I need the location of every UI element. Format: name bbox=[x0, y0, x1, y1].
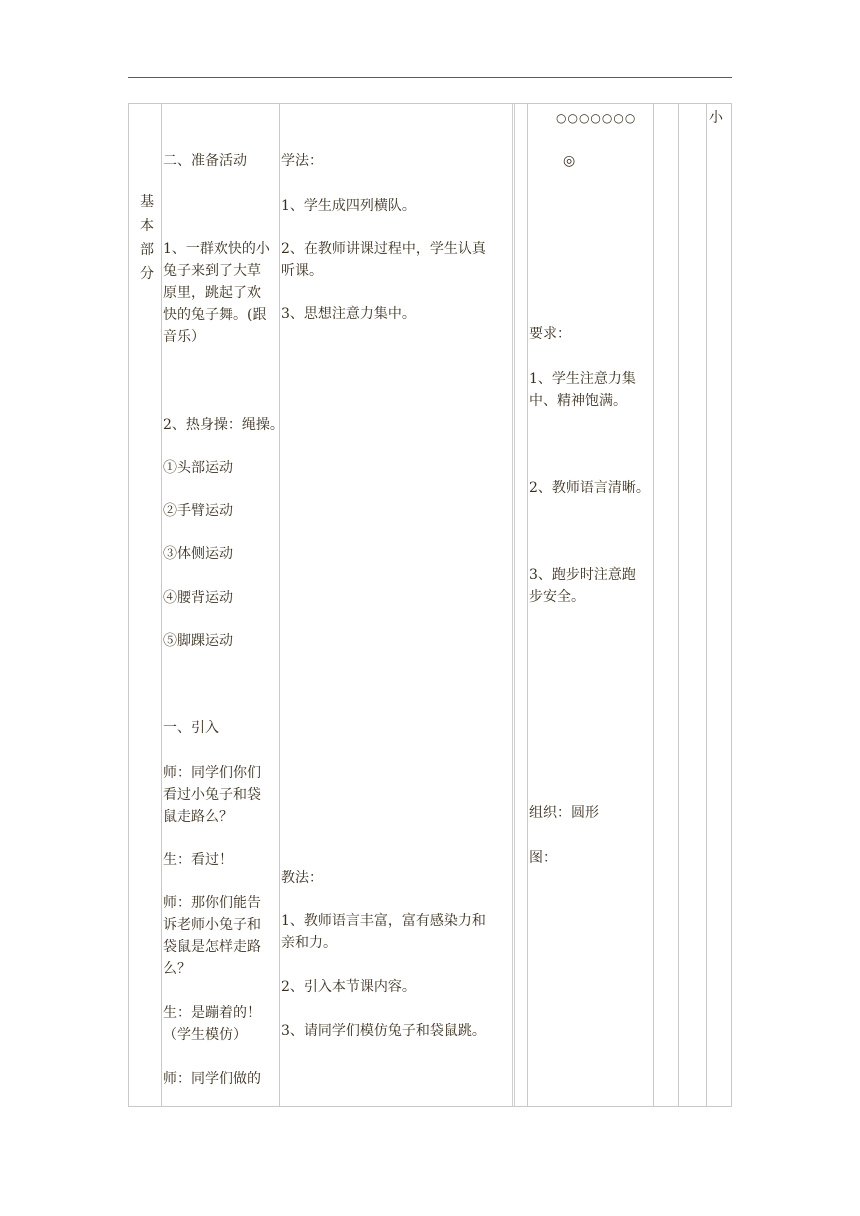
section-label bbox=[137, 190, 157, 286]
warmup-item: ③体侧运动 bbox=[163, 546, 233, 562]
formation-center-icon: ◎ bbox=[563, 153, 576, 169]
rabbit-activity: 1、一群欢快的小 兔子来到了大草 原里，跳起了欢 快的兔子舞。(跟 音乐） bbox=[163, 241, 270, 345]
section-label-char: 分 bbox=[140, 266, 154, 282]
lesson-plan-table bbox=[128, 103, 732, 1107]
col-divider-6 bbox=[678, 104, 679, 1106]
header-rule bbox=[128, 77, 732, 78]
requirement-item: 2、教师语言清晰。 bbox=[529, 480, 650, 496]
study-method-item: 2、在教师讲课过程中，学生认真 听课。 bbox=[281, 241, 486, 279]
dialogue-line: 师：同学们你们 看过小兔子和袋 鼠走路么？ bbox=[163, 765, 261, 825]
requirements-title: 要求： bbox=[529, 326, 571, 342]
teach-method-title: 教法： bbox=[281, 870, 323, 886]
dialogue-line: 师：同学们做的 bbox=[163, 1071, 261, 1087]
warmup-item: ⑤脚踝运动 bbox=[163, 633, 233, 649]
organization-text: 组织：圆形 bbox=[529, 805, 599, 821]
intro-title: 一、引入 bbox=[163, 720, 219, 736]
prep-title: 二、准备活动 bbox=[163, 153, 247, 169]
dialogue-line: 生：是蹦着的！ （学生模仿） bbox=[163, 1005, 261, 1043]
teach-method-item: 2、引入本节课内容。 bbox=[281, 979, 416, 995]
col-divider-7 bbox=[706, 104, 707, 1106]
section-label-char: 基 bbox=[140, 194, 154, 210]
diagram-label: 图： bbox=[529, 850, 557, 866]
warmup-item: ④腰背运动 bbox=[163, 590, 233, 606]
teach-method-item: 3、请同学们模仿兔子和袋鼠跳。 bbox=[281, 1023, 486, 1039]
dialogue-line: 生：看过！ bbox=[163, 852, 233, 868]
col-divider-2 bbox=[279, 104, 280, 1106]
warmup-item: ②手臂运动 bbox=[163, 503, 233, 519]
col-divider-4 bbox=[527, 104, 528, 1106]
warmup-item: ①头部运动 bbox=[163, 460, 233, 476]
study-method-title: 学法： bbox=[281, 153, 323, 169]
col-divider-5 bbox=[653, 104, 654, 1106]
requirement-item: 3、跑步时注意跑 步安全。 bbox=[529, 567, 636, 605]
requirement-item: 1、学生注意力集 中、精神饱满。 bbox=[529, 371, 636, 409]
teach-method-item: 1、教师语言丰富，富有感染力和 亲和力。 bbox=[281, 913, 486, 951]
warmup-title: 2、热身操：绳操。 bbox=[163, 417, 284, 433]
study-method-item: 3、思想注意力集中。 bbox=[281, 306, 416, 322]
section-label-char: 部 bbox=[140, 242, 154, 258]
formation-dots: ○○○○○○○ bbox=[556, 111, 637, 125]
dialogue-line: 师：那你们能告 诉老师小兔子和 袋鼠是怎样走路 么？ bbox=[163, 895, 261, 977]
col-divider-3 bbox=[512, 104, 515, 1106]
col-divider-1 bbox=[161, 104, 162, 1106]
last-column-text: 小 bbox=[709, 110, 723, 126]
section-label-char: 本 bbox=[140, 218, 154, 234]
study-method-item: 1、学生成四列横队。 bbox=[281, 198, 416, 214]
